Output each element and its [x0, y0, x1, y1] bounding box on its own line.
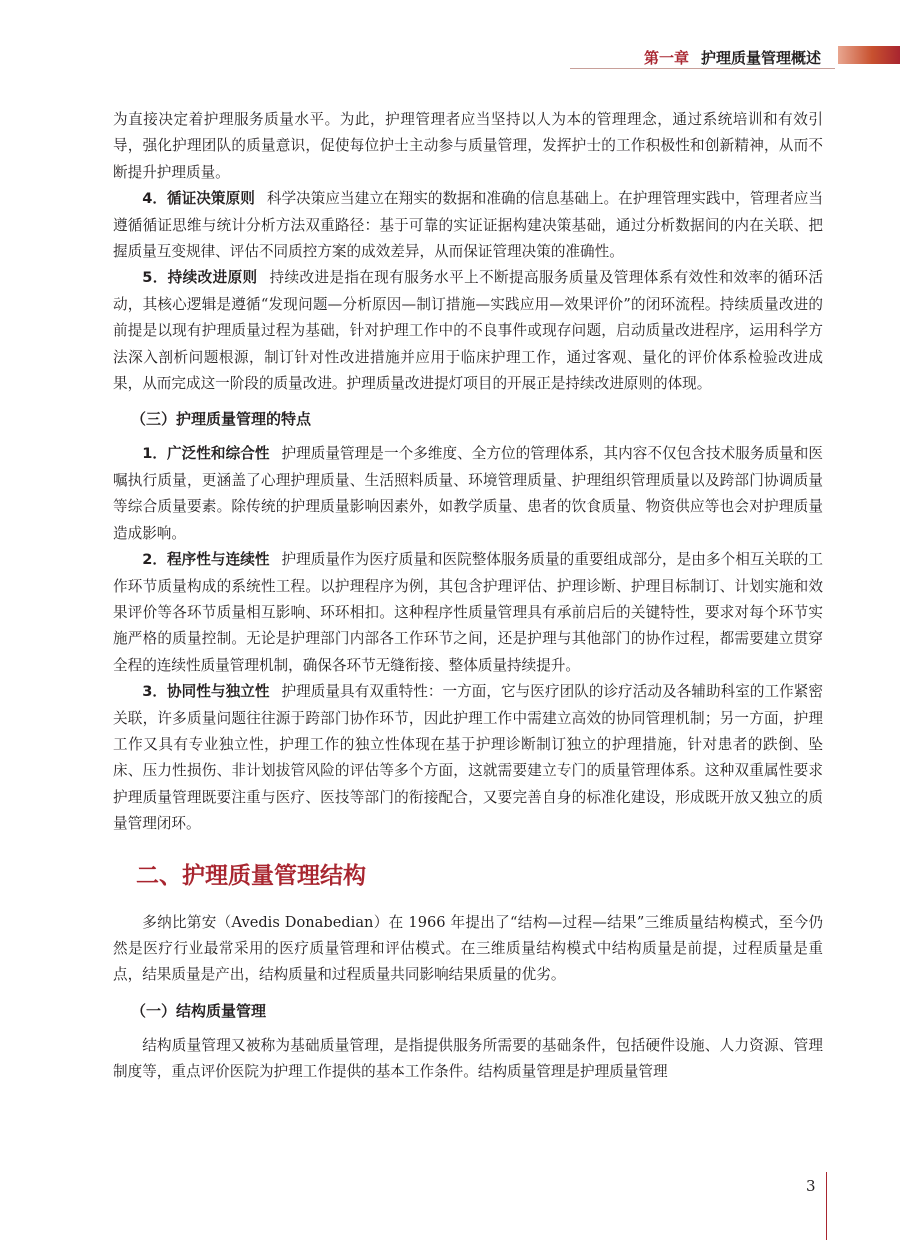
paragraph-lead: 2．程序性与连续性 [142, 551, 270, 569]
header-title: 护理质量管理概述 [701, 49, 822, 67]
chapter-section-heading: 二、护理质量管理结构 [136, 862, 366, 889]
paragraph-lead: 5．持续改进原则 [142, 269, 258, 287]
paragraph-lead: 4．循证决策原则 [142, 190, 255, 208]
section-heading-structure-quality: （一）结构质量管理 [131, 1001, 267, 1020]
paragraph-text: 护理质量作为医疗质量和医院整体服务质量的重要组成部分，是由多个相互关联的工作环节质量构成的系统性工程。以护理程序为例，其包含护理评估、护理诊断、护理目标制订、计划实施和效果评价等各环节质量相互影响、环环相扣。这种程序性质量管理具有承前启后的关键特性，要求对每个环节实施严格的质量控制。无论是护理部门内部各工作环节之间，还是护理与其他部门的协作过程，都需要建立贯穿全程的连续性质量管理机制，确保各环节无缝衔接、整体质量持续提升。 [113, 551, 823, 674]
running-header [570, 40, 900, 70]
page-number-rule [826, 1172, 827, 1240]
header-rule [570, 68, 835, 69]
paragraph-continuous-improvement [113, 265, 823, 397]
paragraph-feature-3 [113, 679, 823, 837]
paragraph-structure-quality: 结构质量管理又被称为基础质量管理，是指提供服务所需要的基础条件，包括硬件设施、人力资源、管理制度等，重点评价医院为护理工作提供的基本工作条件。结构质量管理是护理质量管理 [113, 1036, 823, 1081]
page-body [113, 107, 823, 1086]
paragraph-feature-1 [113, 441, 823, 547]
header-color-bar [838, 46, 900, 64]
page-number: 3 [806, 1177, 816, 1195]
header-text [644, 47, 821, 68]
paragraph-lead: 3．协同性与独立性 [142, 683, 270, 701]
paragraph-donabedian: 多纳比第安（Avedis Donabedian）在 1966 年提出了“结构—过程—结果”三维质量结构模式，至今仍然是医疗行业最常采用的医疗质量管理和评估模式。在三维质量结构模式中结构质量是前提，过程质量是重点，结果质量是产出，结构质量和过程质量共同影响结果质量的优劣。 [113, 913, 823, 984]
paragraph-text: 科学决策应当建立在翔实的数据和准确的信息基础上。在护理管理实践中，管理者应当遵循循证思维与统计分析方法双重路径：基于可靠的实证证据构建决策基础，通过分析数据间的内在关联、把握质量互变规律、评估不同质控方案的成效差异，从而保证管理决策的准确性。 [113, 190, 823, 261]
paragraph-text: 护理质量具有双重特性：一方面，它与医疗团队的诊疗活动及各辅助科室的工作紧密关联，许多质量问题往往源于跨部门协作环节，因此护理工作中需建立高效的协同管理机制；另一方面，护理工作又具有专业独立性，护理工作的独立性体现在基于护理诊断制订独立的护理措施，针对患者的跌倒、坠床、压力性损伤、非计划拔管风险的评估等多个方面，这就需要建立专门的质量管理体系。这种双重属性要求护理质量管理既要注重与医疗、医技等部门的衔接配合，又要完善自身的标准化建设，形成既开放又独立的质量管理闭环。 [113, 683, 823, 833]
paragraph-evidence-principle [113, 186, 823, 265]
paragraph-feature-2 [113, 547, 823, 679]
paragraph-continued: 为直接决定着护理服务质量水平。为此，护理管理者应当坚持以人为本的管理理念，通过系统培训和有效引导，强化护理团队的质量意识，促使每位护士主动参与质量管理，发挥护士的工作积极性和创新精神，从而不断提升护理质量。 [113, 111, 823, 181]
header-chapter: 第一章 [644, 49, 690, 67]
paragraph-lead: 1．广泛性和综合性 [142, 445, 270, 463]
section-heading-features: （三）护理质量管理的特点 [131, 410, 312, 429]
paragraph-text: 护理质量管理是一个多维度、全方位的管理体系，其内容不仅包含技术服务质量和医嘱执行质量，更涵盖了心理护理质量、生活照料质量、环境管理质量、护理组织管理质量以及跨部门协调质量等综合质量要素。除传统的护理质量影响因素外，如教学质量、患者的饮食质量、物资供应等也会对护理质量造成影响。 [113, 445, 823, 542]
paragraph-text: 持续改进是指在现有服务水平上不断提高服务质量及管理体系有效性和效率的循环活动，其核心逻辑是遵循“发现问题—分析原因—制订措施—实践应用—效果评价”的闭环流程。持续质量改进的前提是以现有护理质量过程为基础，针对护理工作中的不良事件或现存问题，启动质量改进程序，运用科学方法深入剖析问题根源，制订针对性改进措施并应用于临床护理工作，通过客观、量化的评价体系检验改进成果，从而完成这一阶段的质量改进。护理质量改进提灯项目的开展正是持续改进原则的体现。 [113, 269, 824, 393]
